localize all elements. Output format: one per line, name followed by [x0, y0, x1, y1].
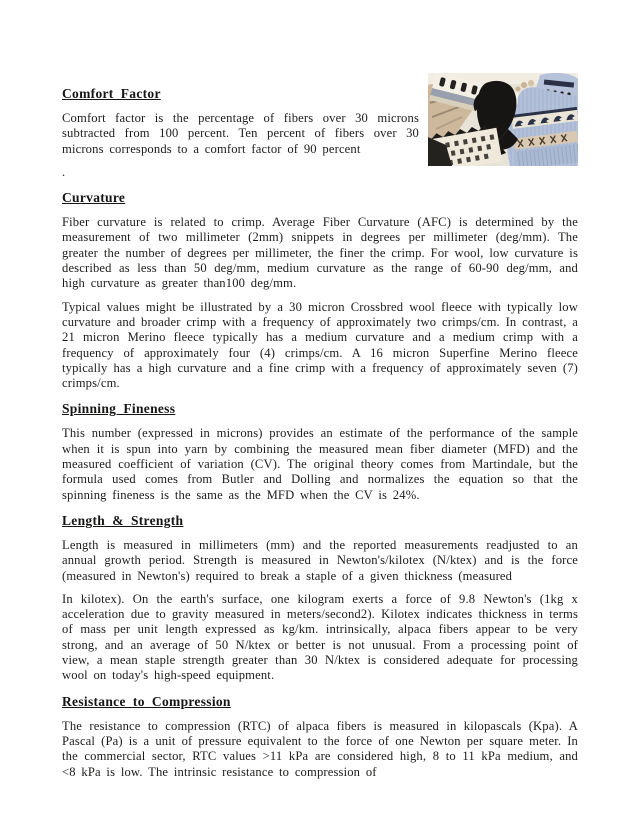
paragraph: Fiber curvature is related to crimp. Average Fiber Curvature (AFC) is determined by the measurement of two millimeter (2mm) snippets in degrees per millimeter (deg/mm). The greater the number of degrees per millimeter, the finer the crimp. For wool, low curvature is described as less than 50 deg/mm, medium curvature as the range of 60-90 deg/mm, and high curvature as greater than100 deg/mm. — [62, 215, 578, 291]
section-heading-length-strength: Length & Strength — [62, 512, 184, 528]
section-heading-resistance-to-compression: Resistance to Compression — [62, 693, 231, 709]
knitwear-photo — [428, 73, 578, 166]
section-spinning-fineness — [62, 401, 578, 502]
section-heading-comfort-factor: Comfort Factor — [62, 86, 161, 101]
paragraph: The resistance to compression (RTC) of alpaca fibers is measured in kilopascals (Kpa). A Pascal (Pa) is a unit of pressure equivalent to the force of one Newton per square meter. In the commercial sector, RTC values >11 kPa are considered high, 8 to 11 kPa medium, and <8 kPa is low. The intrinsic resistance to compression of — [62, 718, 578, 779]
section-heading-spinning-fineness: Spinning Fineness — [62, 401, 176, 417]
section-length-strength — [62, 513, 578, 684]
paragraph-stray-period: . — [62, 164, 66, 179]
paragraph: Length is measured in millimeters (mm) and the reported measurements readjusted to an annual growth period. Strength is measured in Newton's/kilotex (N/ktex) and is the force (measured in Newton's) required to break a staple of a given thickness (measured — [62, 537, 578, 583]
paragraph: This number (expressed in microns) provides an estimate of the performance of the sample when it is spun into yarn by combining the measured mean fiber diameter (MFD) and the measured coefficient of variation (CV). The original theory comes from Martindale, but the formula used comes from Butler and Dolling and normalizes the equation so that the spinning fineness is the same as the MFD when the CV is 24%. — [62, 426, 578, 502]
paragraph: Typical values might be illustrated by a 30 micron Crossbred wool fleece with typically low curvature and broader crimp with a frequency of approximately two crimps/cm. In contrast, a 21 micron Merino fleece typically has a medium curvature and a medium crimp with a frequency of approximately four (4) crimps/cm. A 16 micron Superfine Merino fleece typically has a high curvature and a fine crimp with a frequency of approximately seven (7) crimps/cm. — [62, 299, 578, 391]
paragraph: In kilotex). On the earth's surface, one kilogram exerts a force of 9.8 Newton's (1kg x acceleration due to gravity measured in meters/second2). Kilotex indicates thickness in terms of mass per unit length expressed as kg/km. intrinsically, alpaca fibers appear to be very strong, and an average of 50 N/ktex or better is not unusual. From a processing point of view, a mean staple strength greater than 30 N/ktex is considered adequate for processing wool on today's high-speed equipment. — [62, 591, 578, 683]
knitwear-photo-graphic — [428, 73, 578, 166]
paragraph: Comfort factor is the percentage of fibers over 30 microns subtracted from 100 percent. Ten percent of fibers over 30 microns corresponds to a comfort factor of 90 percent — [62, 111, 419, 156]
section-heading-curvature: Curvature — [62, 190, 126, 206]
section-curvature — [62, 190, 578, 391]
section-resistance-to-compression — [62, 694, 578, 780]
